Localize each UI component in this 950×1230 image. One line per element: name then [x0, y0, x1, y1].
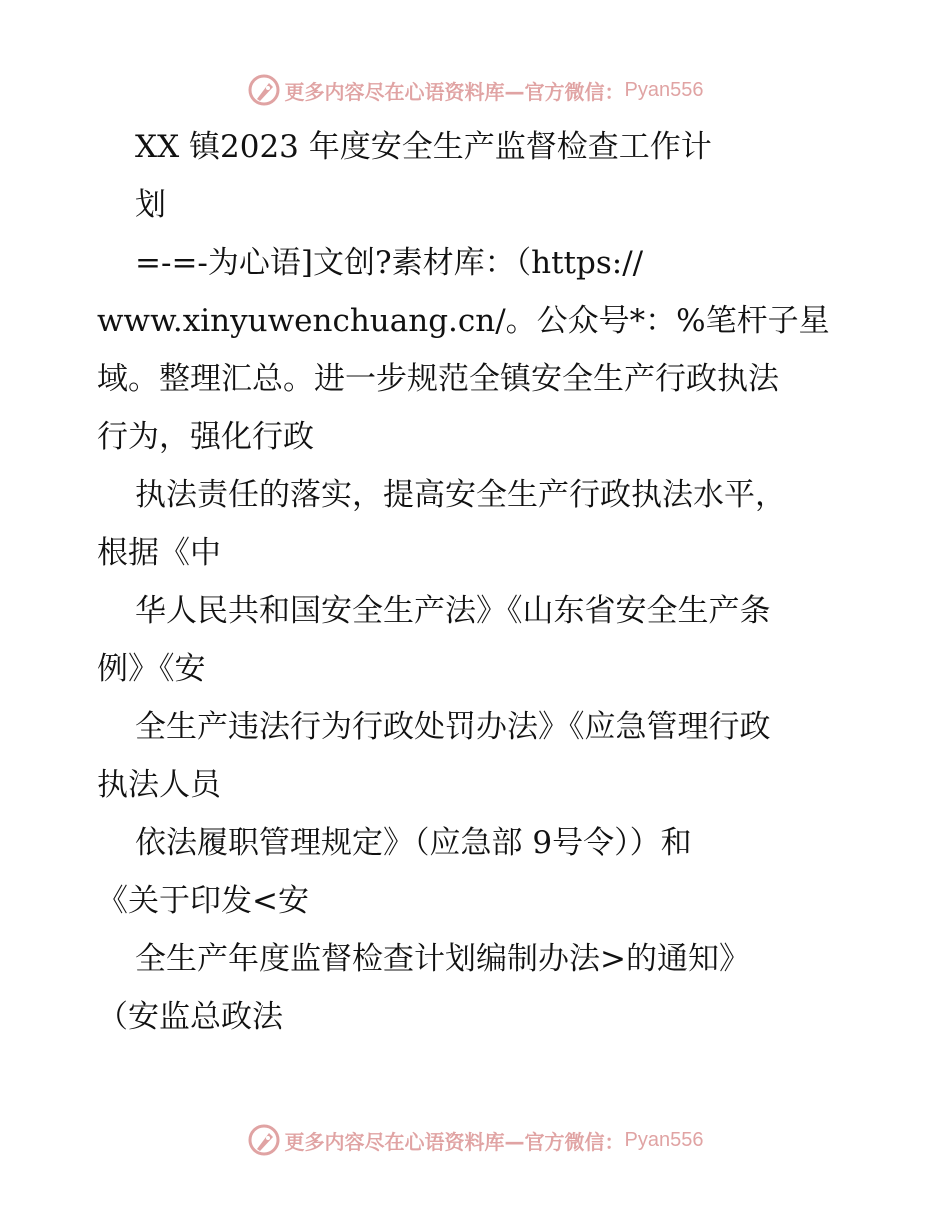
paragraph-line: （安监总政法	[97, 999, 283, 1035]
paragraph-line: 《关于印发<安	[97, 883, 309, 919]
paragraph-line: 例》《安	[97, 651, 206, 687]
footer-banner	[0, 1120, 950, 1160]
paragraph-line: 行为，强化行政	[97, 419, 314, 455]
paragraph-line: 全生产违法行为行政处罚办法》《应急管理行政	[135, 709, 771, 745]
paragraph-line: www.xinyuwenchuang.cn/。公众号*：%笔杆子星	[97, 303, 830, 339]
paragraph-line: 根据《中	[97, 535, 221, 571]
document-title-line-1: XX 镇2023 年度安全生产监督检查工作计	[135, 129, 712, 165]
banner-contact: Pyan556	[624, 78, 704, 101]
paragraph-line: 执法责任的落实，提高安全生产行政执法水平，	[135, 477, 786, 513]
banner-contact: Pyan556	[624, 1128, 704, 1151]
paragraph-line: 域。整理汇总。进一步规范全镇安全生产行政执法	[97, 361, 779, 397]
document-body	[97, 118, 857, 1046]
pen-nib-circle-icon	[247, 73, 281, 107]
paragraph-line: 全生产年度监督检查计划编制办法>的通知》	[135, 941, 750, 977]
header-banner	[0, 70, 950, 110]
banner-text: 更多内容尽在心语资料库—官方微信：	[284, 79, 625, 104]
paragraph-line: 依法履职管理规定》（应急部 9号令））和	[135, 825, 692, 861]
pen-nib-circle-icon	[247, 1123, 281, 1157]
paragraph-line: 执法人员	[97, 767, 221, 803]
paragraph-line: 华人民共和国安全生产法》《山东省安全生产条	[135, 593, 771, 629]
banner-text: 更多内容尽在心语资料库—官方微信：	[284, 1129, 625, 1154]
paragraph-line: =-=-为心语]文创?素材库：（https://	[135, 245, 644, 281]
document-title-line-2: 划	[135, 187, 166, 223]
